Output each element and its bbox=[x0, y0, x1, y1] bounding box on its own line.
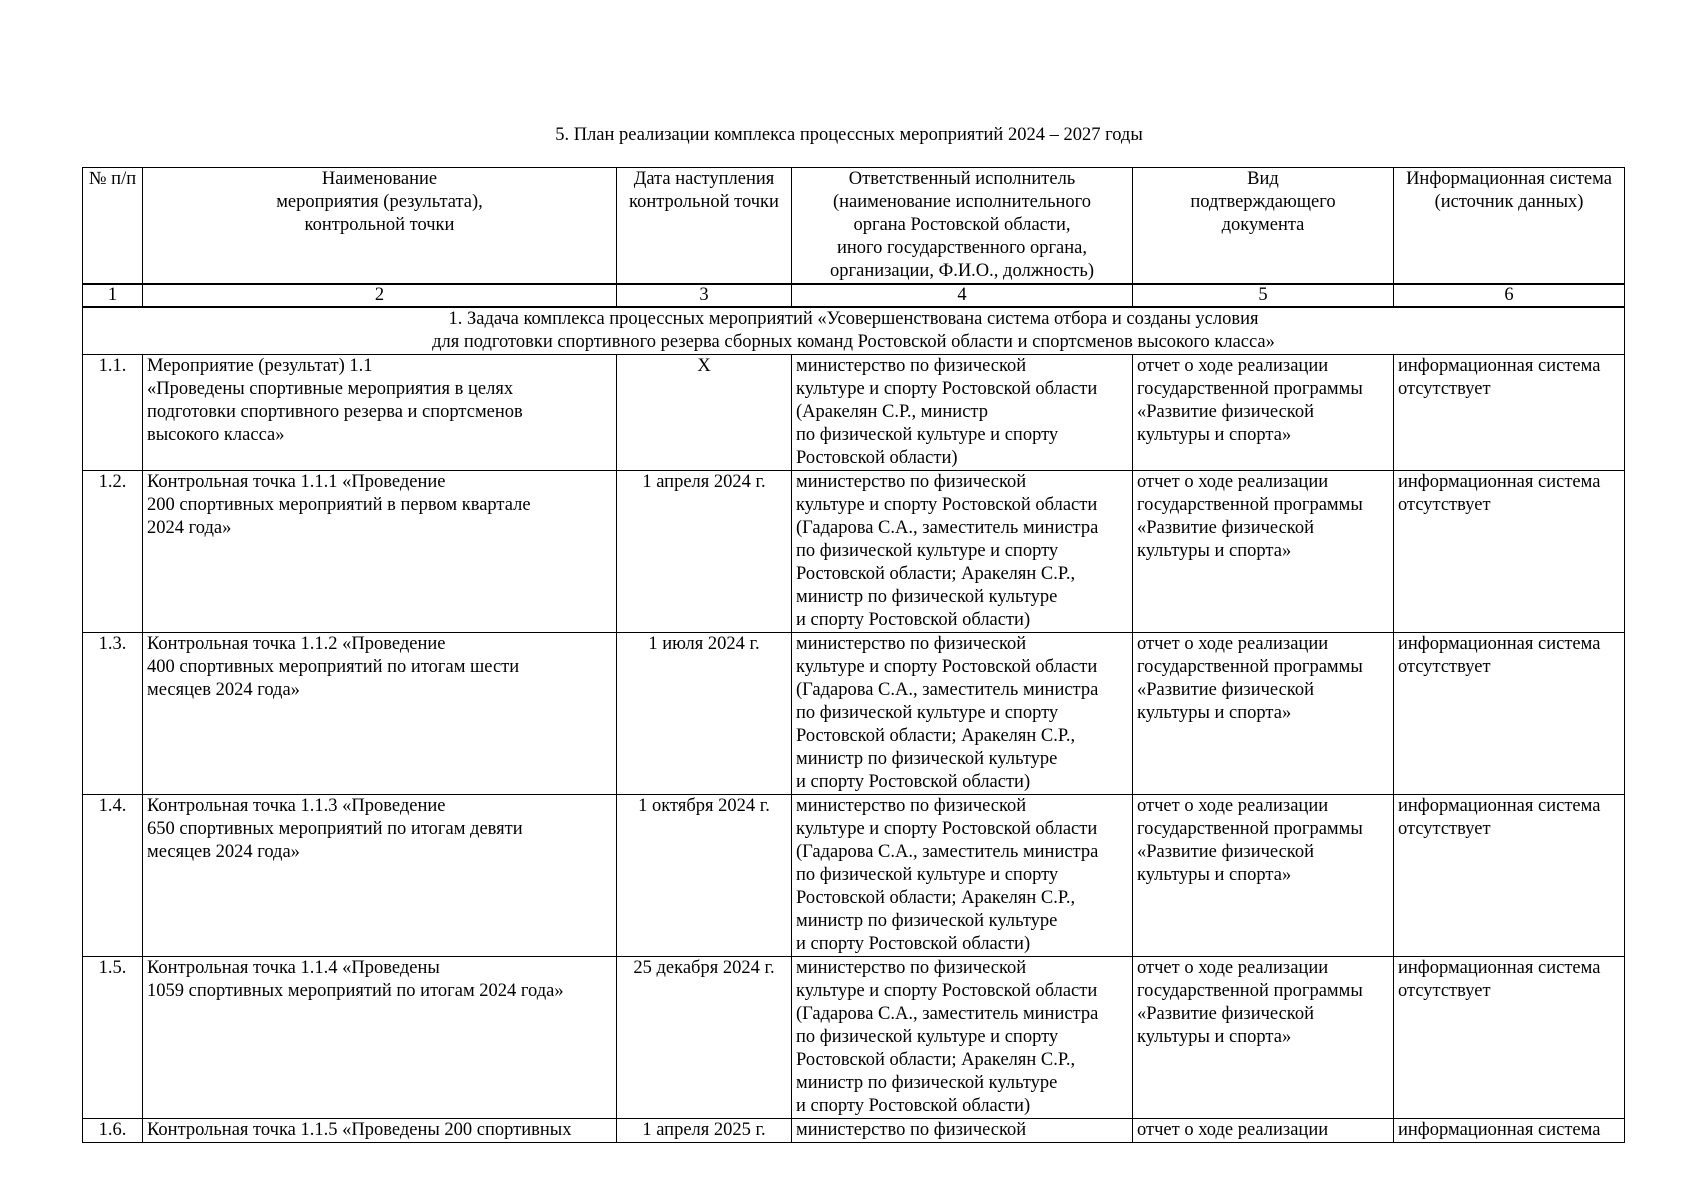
section-row bbox=[83, 307, 1625, 355]
page-title: 5. План реализации комплекса процессных мероприятий 2024 – 2027 годы bbox=[555, 125, 1143, 145]
row-system: информационная система отсутствует bbox=[1394, 795, 1625, 957]
row-document: отчет о ходе реализации государственной программы «Развитие физической культуры и спорта» bbox=[1133, 355, 1394, 471]
row-name: Контрольная точка 1.1.5 «Проведены 200 спортивных bbox=[143, 1119, 617, 1143]
row-number: 1.2. bbox=[83, 471, 143, 633]
header-system: Информационная система (источник данных) bbox=[1394, 168, 1625, 285]
row-system: информационная система отсутствует bbox=[1394, 957, 1625, 1119]
row-number: 1.4. bbox=[83, 795, 143, 957]
row-executor: министерство по физической культуре и спорту Ростовской области (Гадарова С.А., заместитель министра по физической культуре и спорту Ростовской области; Аракелян С.Р., министр по физической культуре и спорту Ростовской области) bbox=[792, 633, 1133, 795]
row-number: 1.5. bbox=[83, 957, 143, 1119]
row-executor: министерство по физической культуре и спорту Ростовской области (Гадарова С.А., заместитель министра по физической культуре и спорту Ростовской области; Аракелян С.Р., министр по физической культуре и спорту Ростовской области) bbox=[792, 957, 1133, 1119]
row-date: 25 декабря 2024 г. bbox=[617, 957, 792, 1119]
header-executor: Ответственный исполнитель (наименование исполнительного органа Ростовской области, иного государственного органа, организации, Ф.И.О., должность) bbox=[792, 168, 1133, 285]
row-name: Контрольная точка 1.1.1 «Проведение 200 спортивных мероприятий в первом квартале 2024 года» bbox=[143, 471, 617, 633]
row-executor: министерство по физической bbox=[792, 1119, 1133, 1143]
column-number: 1 bbox=[83, 284, 143, 307]
column-number: 2 bbox=[143, 284, 617, 307]
column-number: 4 bbox=[792, 284, 1133, 307]
row-document: отчет о ходе реализации bbox=[1133, 1119, 1394, 1143]
table-row bbox=[83, 1119, 1625, 1143]
row-executor: министерство по физической культуре и спорту Ростовской области (Гадарова С.А., заместитель министра по физической культуре и спорту Ростовской области; Аракелян С.Р., министр по физической культуре и спорту Ростовской области) bbox=[792, 471, 1133, 633]
column-number: 3 bbox=[617, 284, 792, 307]
row-executor: министерство по физической культуре и спорту Ростовской области (Гадарова С.А., заместитель министра по физической культуре и спорту Ростовской области; Аракелян С.Р., министр по физической культуре и спорту Ростовской области) bbox=[792, 795, 1133, 957]
column-number: 5 bbox=[1133, 284, 1394, 307]
table-row bbox=[83, 471, 1625, 633]
header-document: Вид подтверждающего документа bbox=[1133, 168, 1394, 285]
row-document: отчет о ходе реализации государственной программы «Развитие физической культуры и спорта» bbox=[1133, 957, 1394, 1119]
table-row bbox=[83, 355, 1625, 471]
row-date: 1 октября 2024 г. bbox=[617, 795, 792, 957]
row-number: 1.1. bbox=[83, 355, 143, 471]
row-number: 1.3. bbox=[83, 633, 143, 795]
table-row bbox=[83, 957, 1625, 1119]
row-document: отчет о ходе реализации государственной программы «Развитие физической культуры и спорта» bbox=[1133, 633, 1394, 795]
row-system: информационная система отсутствует bbox=[1394, 471, 1625, 633]
row-document: отчет о ходе реализации государственной программы «Развитие физической культуры и спорта» bbox=[1133, 795, 1394, 957]
row-name: Контрольная точка 1.1.4 «Проведены 1059 спортивных мероприятий по итогам 2024 года» bbox=[143, 957, 617, 1119]
table-row bbox=[83, 633, 1625, 795]
row-name: Контрольная точка 1.1.2 «Проведение 400 спортивных мероприятий по итогам шести месяцев 2024 года» bbox=[143, 633, 617, 795]
row-system: информационная система отсутствует bbox=[1394, 355, 1625, 471]
row-document: отчет о ходе реализации государственной программы «Развитие физической культуры и спорта» bbox=[1133, 471, 1394, 633]
column-number-row bbox=[83, 284, 1625, 307]
row-system: информационная система отсутствует bbox=[1394, 633, 1625, 795]
table-header-row bbox=[83, 168, 1625, 285]
row-date: 1 апреля 2024 г. bbox=[617, 471, 792, 633]
row-name: Контрольная точка 1.1.3 «Проведение 650 спортивных мероприятий по итогам девяти месяцев 2024 года» bbox=[143, 795, 617, 957]
row-executor: министерство по физической культуре и спорту Ростовской области (Аракелян С.Р., министр по физической культуре и спорту Ростовской области) bbox=[792, 355, 1133, 471]
header-date: Дата наступления контрольной точки bbox=[617, 168, 792, 285]
table-row bbox=[83, 795, 1625, 957]
row-system: информационная система bbox=[1394, 1119, 1625, 1143]
row-date: 1 апреля 2025 г. bbox=[617, 1119, 792, 1143]
row-number: 1.6. bbox=[83, 1119, 143, 1143]
row-name: Мероприятие (результат) 1.1 «Проведены спортивные мероприятия в целях подготовки спортивного резерва и спортсменов высокого класса» bbox=[143, 355, 617, 471]
plan-table bbox=[82, 167, 1625, 1143]
column-number: 6 bbox=[1394, 284, 1625, 307]
row-date: Х bbox=[617, 355, 792, 471]
row-date: 1 июля 2024 г. bbox=[617, 633, 792, 795]
header-number: № п/п bbox=[83, 168, 143, 285]
section-title: 1. Задача комплекса процессных мероприятий «Усовершенствована система отбора и созданы условия для подготовки спортивного резерва сборных команд Ростовской области и спортсменов высокого класса» bbox=[83, 307, 1625, 355]
header-name: Наименование мероприятия (результата), контрольной точки bbox=[143, 168, 617, 285]
